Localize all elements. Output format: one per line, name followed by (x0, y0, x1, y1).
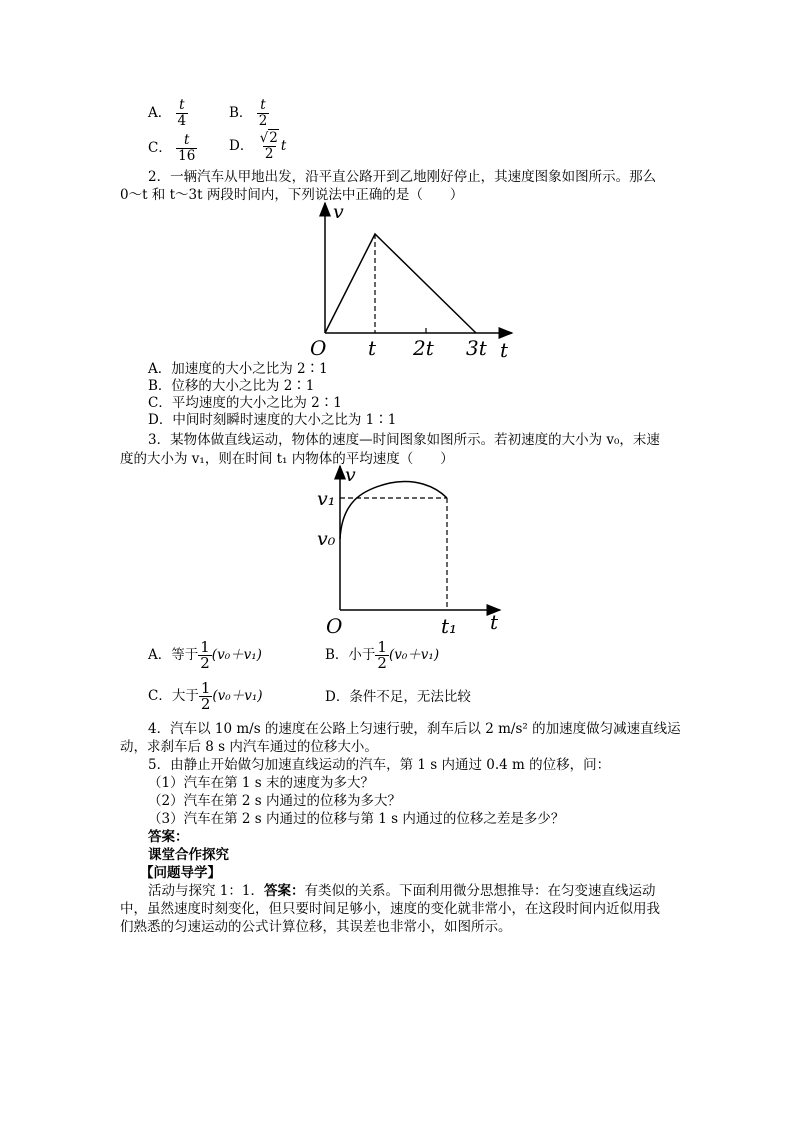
q2-option-c: C．平均速度的大小之比为 2∶1 (148, 395, 342, 411)
t1-label: t₁ (441, 614, 458, 638)
option-letter: A． (148, 105, 172, 121)
fraction-one-half (199, 681, 213, 712)
q2-option-b: B．位移的大小之比为 2∶1 (148, 378, 315, 394)
activity-line3: 们熟悉的匀速运动的公式计算位移，其误差也非常小，如图所示。 (120, 919, 512, 935)
fraction-numerator: 1 (200, 638, 210, 656)
answer-word: 答案： (263, 883, 305, 899)
fraction-denominator: 2 (264, 146, 274, 162)
option-letter: B． (229, 105, 253, 121)
q3-option-b (325, 640, 439, 671)
activity-line1 (148, 882, 655, 900)
fraction-numerator: 1 (200, 679, 211, 697)
q3-stem-line2: 度的大小为 v₁，则在时间 t₁ 内物体的平均速度（ ） (120, 451, 454, 467)
y-axis-label: v (345, 464, 356, 486)
activity-prefix: 活动与探究 1：1． (148, 883, 264, 899)
origin-label: O (310, 336, 327, 360)
expression: (v₀＋v₁) (388, 647, 440, 663)
fraction-denominator: 2 (377, 654, 387, 672)
fraction-denominator: 2 (200, 695, 211, 713)
q1-option-b (229, 98, 269, 129)
fraction (257, 98, 270, 129)
x-axis-label: t (490, 610, 499, 634)
q4-line1: 4．汽车以 10 m/s 的速度在公路上匀速行驶，刹车后以 2 m/s² 的加速度做匀减速直线运 (148, 721, 681, 737)
fraction-one-half (375, 640, 389, 671)
option-letter: D． (229, 138, 254, 154)
origin-label: O (326, 614, 343, 638)
fraction-denominator: 2 (200, 654, 210, 672)
x-axis-label: t (500, 338, 509, 360)
q3-option-c (148, 681, 263, 712)
q5-sub3: （3）汽车在第 2 s 内通过的位移与第 1 s 内通过的位移之差是多少？ (148, 811, 565, 827)
q2-stem-line2: 0～t 和 t～3t 两段时间内，下列说法中正确的是（ ） (120, 187, 464, 203)
fraction (176, 133, 197, 164)
answer-label: 答案： (148, 829, 189, 845)
tick-label-3t: 3t (466, 336, 487, 360)
q1-option-c (148, 133, 197, 164)
fraction-one-half (198, 640, 212, 671)
y-axis-label: v (333, 201, 344, 223)
variable-t: t (280, 138, 287, 154)
fraction-numerator: t (184, 132, 190, 148)
fraction-numerator: t (260, 97, 266, 113)
fraction-numerator (258, 131, 281, 146)
velocity-line (325, 234, 476, 333)
subsection-title: 【问题导学】 (140, 865, 221, 881)
q2-option-d: D．中间时刻瞬时速度的大小之比为 1∶1 (148, 412, 397, 428)
q2-option-a: A．加速度的大小之比为 2∶1 (148, 361, 328, 377)
expression: (v₀＋v₁) (212, 688, 263, 704)
option-letter: C． (148, 140, 172, 156)
q5-sub1: （1）汽车在第 1 s 末的速度为多大？ (148, 775, 374, 791)
velocity-curve (340, 481, 447, 539)
tick-label-2t: 2t (413, 336, 434, 360)
fraction-numerator: t (179, 97, 185, 113)
q1-option-a (148, 98, 188, 129)
q3-velocity-graph (310, 463, 510, 638)
activity-line2: 中，虽然速度时刻变化，但只要时间足够小，速度的变化就非常小，在这段时间内近似用我 (120, 901, 660, 917)
option-prefix: B．小于 (325, 647, 376, 663)
q2-velocity-graph (300, 200, 530, 360)
option-prefix: A．等于 (148, 647, 199, 663)
tick-label-t: t (368, 336, 377, 360)
fraction (258, 131, 281, 162)
q3-stem-line1: 3．某物体做直线运动，物体的速度—时间图象如图所示。若初速度的大小为 v₀，末速 (148, 432, 660, 448)
fraction-denominator: 16 (178, 148, 196, 164)
option-prefix: C．大于 (148, 688, 199, 704)
expression: (v₀＋v₁) (211, 647, 262, 663)
fraction-denominator: 4 (177, 113, 187, 129)
section-title: 课堂合作探究 (148, 847, 229, 863)
q5-sub2: （2）汽车在第 2 s 内通过的位移为多大？ (148, 793, 401, 809)
q1-option-d (229, 131, 286, 162)
fraction (176, 98, 189, 129)
fraction-denominator: 2 (258, 113, 268, 129)
v0-label: v₀ (317, 528, 336, 550)
activity-text: 有类似的关系。下面利用微分思想推导：在匀变速直线运动 (304, 883, 656, 899)
q3-option-a (148, 640, 262, 671)
sqrt-sign-icon: √ (259, 130, 269, 146)
fraction-numerator: 1 (377, 638, 387, 656)
sqrt-radicand: 2 (269, 130, 278, 146)
q4-line2: 动，求刹车后 8 s 内汽车通过的位移大小。 (120, 739, 378, 755)
q5-line1: 5．由静止开始做匀加速直线运动的汽车，第 1 s 内通过 0.4 m 的位移，问： (148, 757, 611, 773)
q2-stem-line1: 2．一辆汽车从甲地出发，沿平直公路开到乙地刚好停止，其速度图象如图所示。那么 (148, 169, 657, 185)
q3-option-d: D．条件不足，无法比较 (325, 689, 471, 705)
v1-label: v₁ (317, 488, 336, 510)
